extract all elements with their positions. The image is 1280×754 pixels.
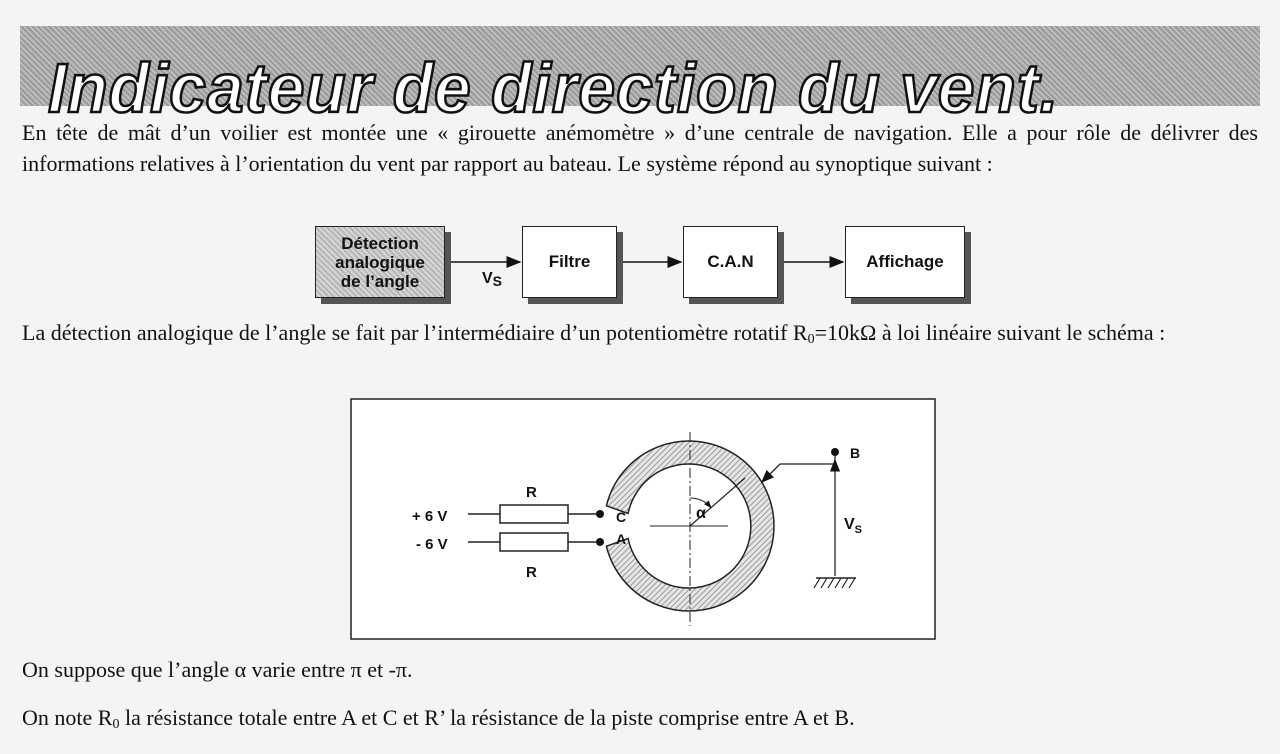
- label-a: A: [616, 531, 627, 547]
- potentiometer-schematic: [350, 396, 940, 642]
- supply-plus-label: + 6 V: [412, 508, 448, 525]
- label-b: B: [850, 445, 861, 461]
- block-can: C.A.N: [683, 226, 778, 298]
- terminal-a: [596, 538, 604, 546]
- resistor-bottom: [500, 533, 568, 551]
- detection-line-2: analogique: [335, 252, 425, 272]
- supply-minus-label: - 6 V: [416, 536, 448, 553]
- block-detection: [315, 226, 445, 298]
- detection-paragraph: La détection analogique de l’angle se fait par l’intermédiaire d’un potentiomètre rotatif $R_0=10k\Omega$ à loi linéaire suivant le schéma :: [22, 320, 1166, 347]
- resistance-note-paragraph: On note $R_0$ la résistance totale entre A et C et R’ la résistance de la piste comprise entre A et B.: [22, 705, 855, 732]
- label-c: C: [616, 509, 627, 525]
- block-filtre: Filtre: [522, 226, 617, 298]
- angle-range-paragraph: On suppose que l’angle α varie entre π et -π.: [22, 657, 413, 682]
- resistor-top: [500, 505, 568, 523]
- label-r-bottom: R: [526, 564, 537, 581]
- terminal-b: [831, 448, 839, 456]
- signal-vs-label: $V_S$: [482, 270, 503, 289]
- detection-line-1: Détection: [341, 233, 419, 253]
- intro-paragraph: En tête de mât d’un voilier est montée une « girouette anémomètre » d’une centrale de navigation. Elle a pour rôle de délivrer des informations relatives à l’orientation du vent par rapport au bateau. Le système répond au synoptique suivant :: [22, 120, 1258, 176]
- alpha-label: α: [696, 505, 706, 522]
- label-r-top: R: [526, 484, 537, 501]
- vs-label: $V_S$: [844, 516, 863, 536]
- page-title: Indicateur de direction du vent.: [48, 49, 1060, 127]
- terminal-c: [596, 510, 604, 518]
- block-affichage: Affichage: [845, 226, 965, 298]
- detection-line-3: de l’angle: [340, 271, 420, 291]
